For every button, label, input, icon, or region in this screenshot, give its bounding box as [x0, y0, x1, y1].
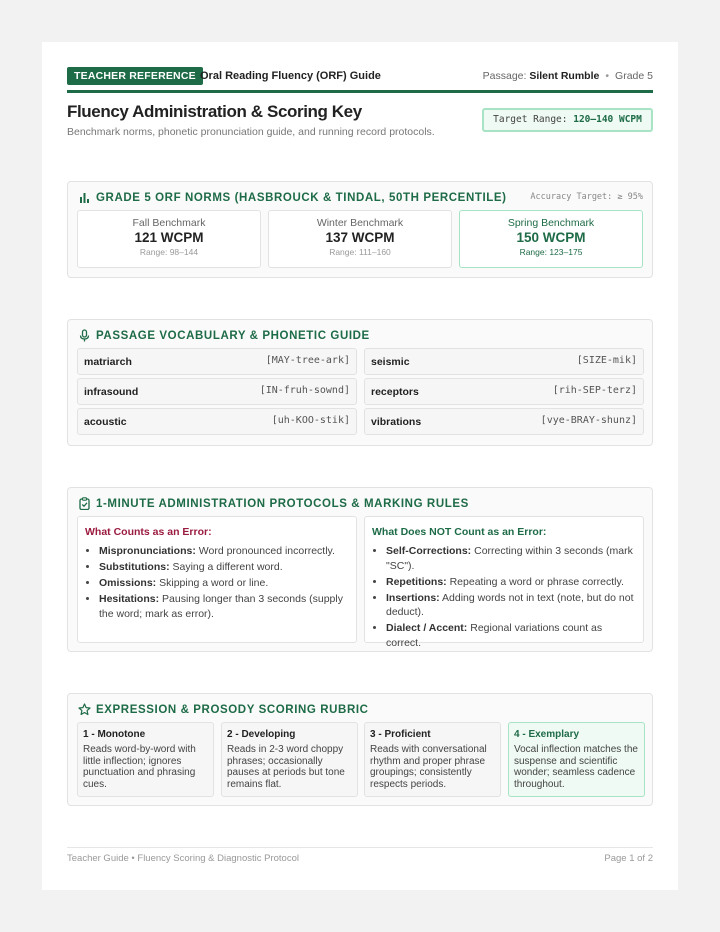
- rubric-level-title: 2 - Developing: [227, 729, 296, 740]
- list-item: [386, 575, 635, 590]
- microphone-icon: [78, 329, 91, 342]
- target-range-value: 120–140 WCPM: [573, 114, 642, 125]
- protocols-title: 1-MINUTE ADMINISTRATION PROTOCOLS & MARKING RULES: [96, 497, 469, 510]
- benchmark-range: Range: 111–160: [329, 247, 391, 257]
- norms-title: GRADE 5 ORF NORMS (HASBROUCK & TINDAL, 50TH PERCENTILE): [96, 191, 507, 204]
- rule-text: Repeating a word or phrase correctly.: [449, 575, 624, 588]
- target-range-label: Target Range:: [493, 114, 568, 125]
- protocols-section: [67, 487, 653, 652]
- rubric-level-1: [77, 722, 214, 797]
- list-item: [99, 560, 348, 575]
- page-number: Page 1 of 2: [604, 853, 653, 864]
- guide-title: Oral Reading Fluency (ORF) Guide: [200, 70, 381, 82]
- list-item: [386, 621, 635, 650]
- vocab-word: matriarch: [84, 356, 132, 368]
- rubric-level-title: 3 - Proficient: [370, 729, 431, 740]
- rubric-level-2: [221, 722, 358, 797]
- winter-benchmark-card: [268, 210, 452, 268]
- rubric-level-desc: Reads with conversational rhythm and proper phrase groupings; consistently respects periods.: [370, 744, 487, 791]
- rule-text: Saying a different word.: [172, 561, 283, 573]
- page-title: Fluency Administration & Scoring Key: [67, 102, 362, 121]
- rubric-title: EXPRESSION & PROSODY SCORING RUBRIC: [96, 703, 369, 716]
- non-errors-heading: What Does NOT Count as an Error:: [372, 526, 547, 538]
- vocab-phonetic: [rih-SEP-terz]: [552, 385, 637, 396]
- benchmark-value: 150 WCPM: [516, 230, 586, 245]
- target-range-box: [482, 108, 653, 132]
- star-icon: [78, 703, 91, 716]
- list-item: [386, 591, 635, 620]
- benchmark-value: 137 WCPM: [325, 230, 395, 245]
- errors-list: [99, 544, 348, 623]
- rule-term: Dialect / Accent:: [386, 622, 468, 634]
- rule-text: Regional variations count as correct.: [386, 622, 603, 649]
- grade-label: Grade 5: [615, 70, 653, 82]
- list-item: [386, 544, 635, 573]
- benchmark-label: Fall Benchmark: [132, 217, 206, 229]
- rule-term: Omissions:: [99, 577, 157, 589]
- vocab-word: infrasound: [84, 386, 139, 398]
- accuracy-target: Accuracy Target: ≥ 95%: [530, 192, 643, 202]
- benchmark-label: Spring Benchmark: [507, 217, 595, 229]
- list-item: [99, 592, 348, 621]
- vocab-item: [77, 378, 357, 405]
- vocab-item: [364, 378, 644, 405]
- vocab-item: [77, 408, 357, 435]
- benchmark-value: 121 WCPM: [134, 230, 204, 245]
- page-footer: [67, 847, 653, 864]
- rule-text: Pausing longer than 3 seconds (supply the word; mark as error).: [99, 593, 343, 620]
- vocab-title: PASSAGE VOCABULARY & PHONETIC GUIDE: [96, 329, 370, 342]
- vocab-phonetic: [MAY-tree-ark]: [265, 355, 350, 366]
- rule-term: Repetitions:: [386, 575, 447, 588]
- vocab-phonetic: [uh-KOO-stik]: [271, 415, 350, 426]
- rubric-level-4: [508, 722, 645, 797]
- vocab-phonetic: [vye-BRAY-shunz]: [540, 415, 637, 426]
- list-item: [99, 576, 348, 591]
- rule-term: Mispronunciations:: [99, 545, 196, 557]
- rubric-level-desc: Vocal inflection matches the suspense and scientific wonder; seamless cadence throughout.: [514, 744, 638, 791]
- rule-text: Adding words not in text (note, but do not deduct).: [386, 591, 634, 618]
- rubric-level-desc: Reads in 2-3 word choppy phrases; occasionally pauses at periods but tone remains flat.: [227, 744, 345, 791]
- benchmark-label: Winter Benchmark: [316, 217, 404, 229]
- orf-norms-section: [67, 181, 653, 278]
- rule-term: Hesitations:: [99, 593, 160, 605]
- rule-text: Skipping a word or line.: [159, 577, 269, 589]
- rule-text: Correcting within 3 seconds (mark "SC").: [386, 545, 633, 572]
- non-errors-list: [386, 544, 635, 652]
- non-errors-panel: [364, 516, 644, 649]
- footer-left: Teacher Guide • Fluency Scoring & Diagnostic Protocol: [67, 853, 299, 864]
- errors-heading: What Counts as an Error:: [85, 526, 212, 538]
- rubric-heading: [78, 703, 369, 716]
- norms-heading: [78, 191, 507, 204]
- vocab-word: receptors: [371, 386, 419, 398]
- benchmark-range: Range: 98–144: [139, 247, 199, 257]
- rule-term: Insertions:: [386, 591, 440, 604]
- vocab-phonetic: [IN-fruh-sownd]: [259, 385, 350, 396]
- vocab-word: vibrations: [371, 416, 422, 428]
- vocab-item: [77, 348, 357, 375]
- bar-chart-icon: [78, 191, 91, 204]
- vocab-word: seismic: [371, 356, 410, 368]
- vocab-word: acoustic: [84, 416, 127, 428]
- passage-name: Silent Rumble: [529, 70, 600, 82]
- rule-term: Substitutions:: [99, 561, 170, 573]
- vocab-item: [364, 408, 644, 435]
- spring-benchmark-card: [459, 210, 643, 268]
- passage-label: Passage:: [482, 70, 527, 82]
- vocabulary-section: [67, 319, 653, 446]
- rubric-section: [67, 693, 653, 806]
- rubric-level-title: 4 - Exemplary: [514, 729, 580, 740]
- fall-benchmark-card: [77, 210, 261, 268]
- document-page: [42, 42, 678, 890]
- teacher-reference-badge: TEACHER REFERENCE: [67, 67, 203, 85]
- vocab-heading: [78, 329, 370, 342]
- clipboard-check-icon: [78, 497, 91, 510]
- passage-meta: Passage: Silent Rumble • Grade 5: [482, 70, 653, 82]
- page-subtitle: Benchmark norms, phonetic pronunciation guide, and running record protocols.: [67, 126, 435, 138]
- protocols-heading: [78, 497, 469, 510]
- rubric-level-3: [364, 722, 501, 797]
- rule-text: Word pronounced incorrectly.: [198, 545, 335, 557]
- rubric-level-title: 1 - Monotone: [83, 729, 146, 740]
- benchmark-range: Range: 123–175: [519, 247, 583, 257]
- rubric-level-desc: Reads word-by-word with little inflection; ignores punctuation and phrasing cues.: [83, 744, 196, 791]
- vocab-item: [364, 348, 644, 375]
- page-header: [67, 67, 653, 93]
- list-item: [99, 544, 348, 559]
- rule-term: Self-Corrections:: [386, 545, 472, 557]
- vocab-phonetic: [SIZE-mik]: [576, 355, 637, 366]
- errors-panel: [77, 516, 357, 643]
